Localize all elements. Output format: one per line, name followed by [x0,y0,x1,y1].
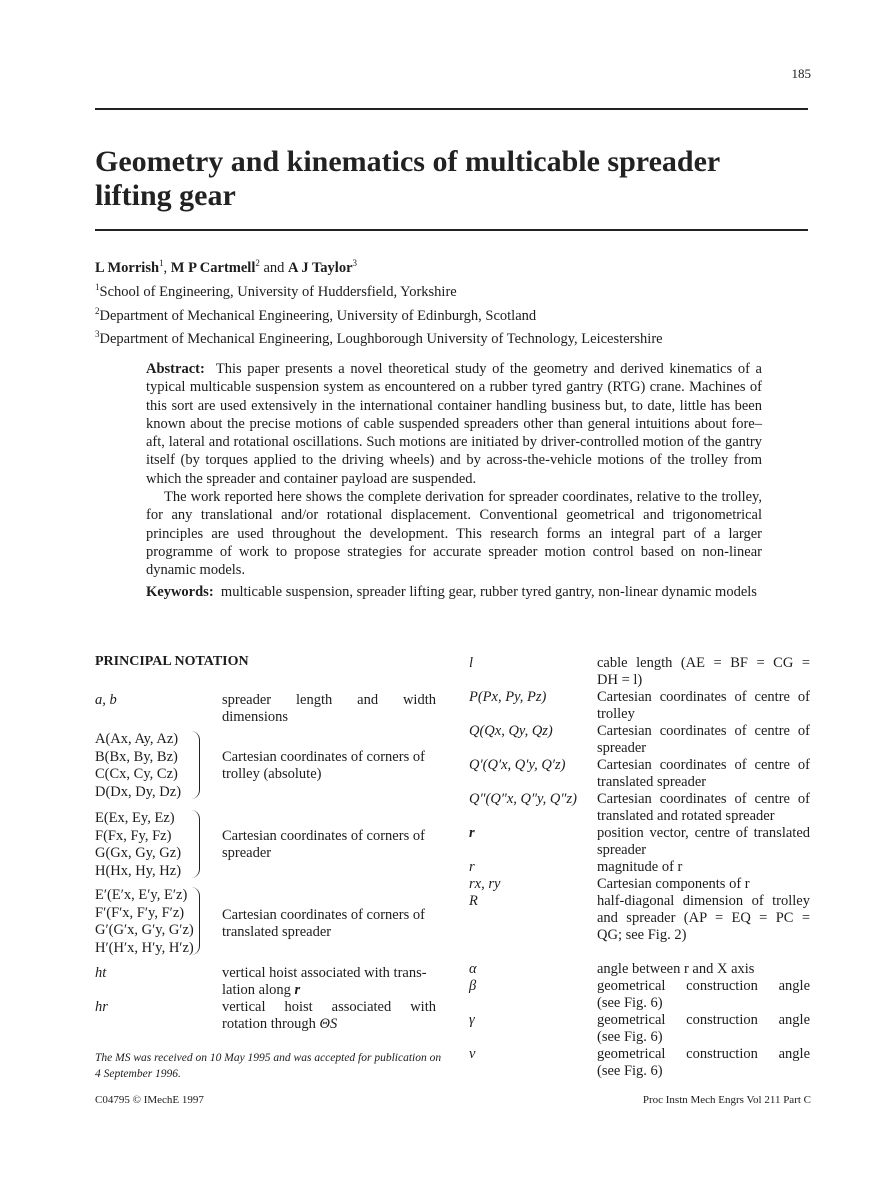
translated-corner-symbols: E′(E′x, E′y, E′z) F′(F′x, F′y, F′z) G′(G′x, G′y, G′z) H′(H′x, H′y, H′z) [95,887,194,956]
symbol-ab: a, b [95,692,117,708]
right-desc-11-1: geometrical construction angle [597,1012,810,1028]
symbol-ht: ht [95,965,107,981]
right-desc-3-1: Cartesian coordinates of centre of [597,757,810,773]
right-symbol-1: P(Px, Py, Pz) [469,689,547,705]
desc-translated-2: translated spreader [222,924,332,940]
right-desc-7-1: Cartesian components of r [597,876,750,892]
desc-trolley-2: trolley (absolute) [222,766,322,782]
right-desc-9-1: angle between r and X axis [597,961,755,977]
right-symbol-0: l [469,655,474,671]
desc-hr-1: vertical hoist associated with [222,999,436,1015]
right-desc-0-2: DH = l) [597,672,643,688]
keywords-label: Keywords: [146,584,214,600]
right-desc-0-1: cable length (AE = BF = CG = [597,655,810,671]
right-desc-2-1: Cartesian coordinates of centre of [597,723,810,739]
right-desc-1-2: trolley [597,706,635,722]
right-symbol-8: R [469,893,478,909]
affiliation-3: $^3$Department of Mechanical Engineering, Loughborough University of Technology, Leicestershire [95,329,663,348]
right-desc-6-1: magnitude of r [597,859,683,875]
author-1: L Morrish [95,259,160,276]
desc-ab-2: dimensions [222,709,289,725]
right-desc-5-1: position vector, centre of translated [597,825,810,841]
abstract [146,360,762,580]
notation-heading: PRINCIPAL NOTATION [95,654,249,669]
symbol-hr: hr [95,999,108,1015]
desc-hr-2: rotation through ΘS [222,1016,338,1032]
right-symbol-12: ν [469,1046,476,1062]
author-2: M P Cartmell [170,259,256,276]
abstract-paragraph-1: This paper presents a novel theoretical study of the geometry and derived kinematics of a typical multicable suspension system as encountered on a rubber tyred gantry (RTG) crane. Machines of this sort are used extensively in the international container handling business but, to date, little has been known about the precise motions of cable suspended spreaders other than general intuitions about fore–aft, lateral and rotational oscillations. Such motions are initiated by driver-controlled motion of the gantry itself (by torques applied to the driving wheels) and by across-the-vehicle motions of the trolley from which the spreader and container payload are suspended. [146,361,762,487]
brace-trolley [190,731,200,799]
right-desc-12-2: (see Fig. 6) [597,1063,663,1079]
author-names: L Morrish$^1$, M P Cartmell$^2$ and A J Taylor$^3$ [95,258,358,276]
right-symbol-9: α [469,961,477,977]
right-desc-4-1: Cartesian coordinates of centre of [597,791,810,807]
right-desc-11-2: (see Fig. 6) [597,1029,663,1045]
desc-ht-1: vertical hoist associated with trans- [222,965,427,981]
paper-title: Geometry and kinematics of multicable spreader lifting gear [95,145,720,212]
affiliation-2: $^2$Department of Mechanical Engineering, University of Edinburgh, Scotland [95,305,537,324]
right-desc-12-1: geometrical construction angle [597,1046,810,1062]
right-symbol-7: rx, ry [469,876,501,892]
right-desc-4-2: translated and rotated spreader [597,808,775,824]
desc-spreader-1: Cartesian coordinates of corners of [222,828,425,844]
right-symbol-10: β [469,978,477,994]
right-desc-8-3: QG; see Fig. 2) [597,927,687,943]
abstract-paragraph-2: The work reported here shows the complete derivation for spreader coordinates, relative to the trolley, for any translational and/or rotational displacement. Conventional geometrical and trigonometrical principles are used throughout the development. This research forms an integral part of a larger programme of work to propose strategies for accurate spreader motion control based on non-linear dynamic models. [146,489,762,579]
spreader-corner-symbols: E(Ex, Ey, Ez) F(Fx, Fy, Fz) G(Gx, Gy, Gz) H(Hx, Hy, Hz) [95,810,182,879]
right-symbol-5: r [469,825,475,841]
keywords-text: multicable suspension, spreader lifting gear, rubber tyred gantry, non-linear dynamic models [220,584,757,600]
top-rule [95,108,808,110]
desc-trolley-1: Cartesian coordinates of corners of [222,749,425,765]
brace-spreader [190,810,200,878]
keywords [146,583,762,601]
author-3: A J Taylor [288,259,353,276]
right-symbol-3: Q′(Q′x, Q′y, Q′z) [469,757,566,773]
right-desc-10-1: geometrical construction angle [597,978,810,994]
right-desc-8-2: and spreader (AP = EQ = PC = [597,910,810,926]
footer-copyright: C04795 © IMechE 1997 [95,1094,204,1106]
author-block [95,254,663,349]
page-number: 185 [791,66,811,81]
desc-translated-1: Cartesian coordinates of corners of [222,907,425,923]
right-symbol-4: Q″(Q″x, Q″y, Q″z) [469,791,577,807]
footer-journal: Proc Instn Mech Engrs Vol 211 Part C [642,1094,811,1106]
right-desc-3-2: translated spreader [597,774,707,790]
right-desc-5-2: spreader [597,842,647,858]
brace-translated [190,887,200,955]
title-rule [95,229,808,231]
right-symbol-11: γ [469,1012,475,1028]
trolley-corner-symbols: A(Ax, Ay, Az) B(Bx, By, Bz) C(Cx, Cy, Cz) D(Dx, Dy, Dz) [95,731,182,800]
desc-ht-2: lation along r [222,982,301,998]
affiliation-1: $^1$School of Engineering, University of Huddersfield, Yorkshire [95,281,457,300]
right-symbol-2: Q(Qx, Qy, Qz) [469,723,553,739]
right-desc-1-1: Cartesian coordinates of centre of [597,689,810,705]
right-desc-10-2: (see Fig. 6) [597,995,663,1011]
abstract-label: Abstract: [146,361,205,377]
desc-ab-1: spreader length and width [222,692,436,708]
right-desc-2-2: spreader [597,740,647,756]
received-note: The MS was received on 10 May 1995 and was accepted for publication on 4 September 1996. [95,1052,442,1080]
right-desc-8-1: half-diagonal dimension of trolley [597,893,810,909]
right-symbol-6: r [469,859,475,875]
desc-spreader-2: spreader [222,845,272,861]
